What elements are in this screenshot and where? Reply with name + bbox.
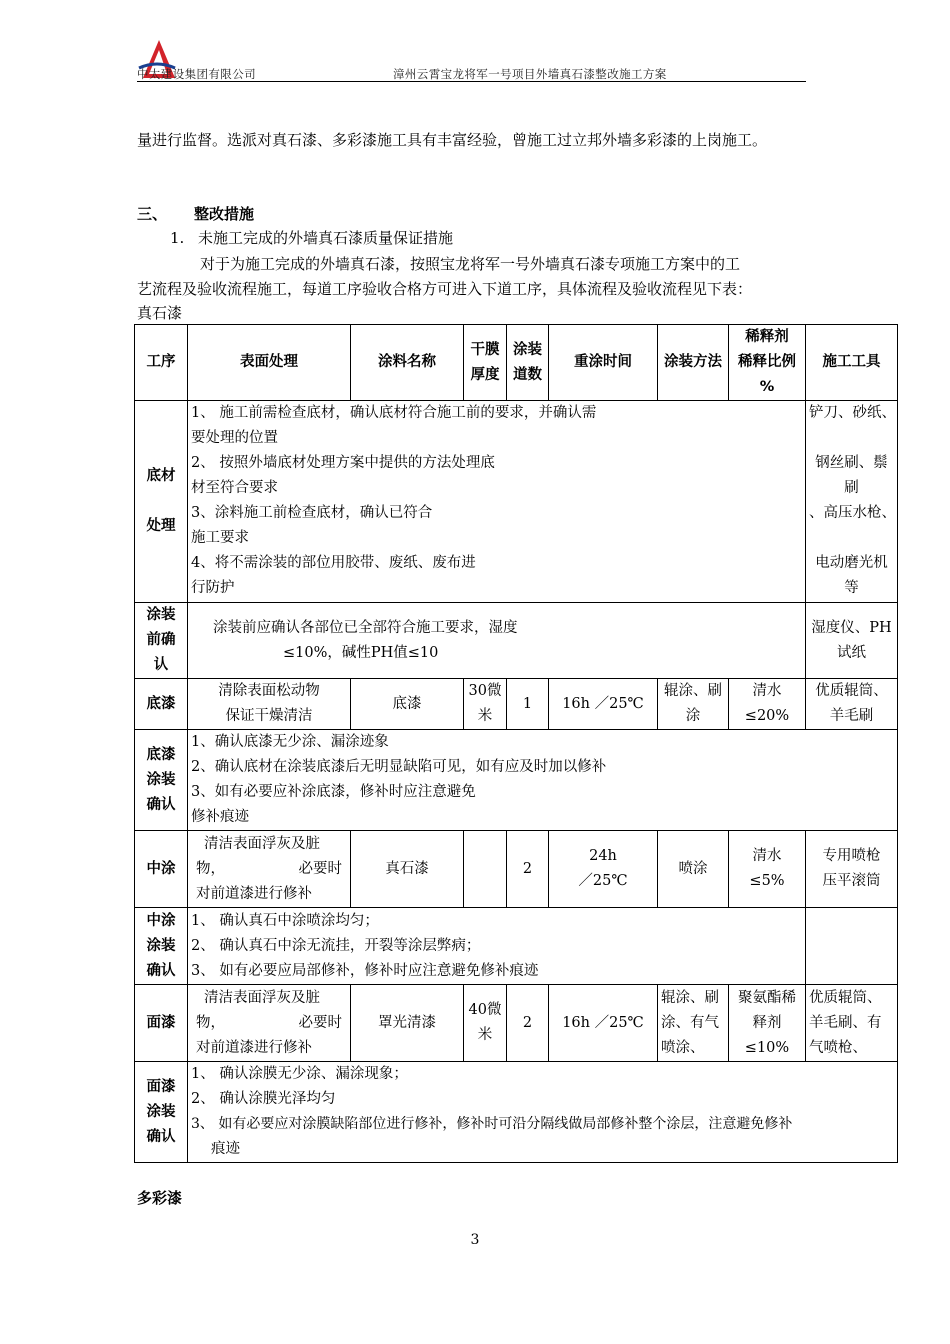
row-primer-confirm [135, 730, 898, 831]
substrate-line: 3、涂料施工前检查底材，确认已符合 [191, 505, 433, 521]
body-paragraph-line1: 对于为施工完成的外墙真石漆，按照宝龙将军一号外墙真石漆专项施工方案中的工 [200, 255, 741, 273]
topcoat-confirm-label: 面漆 涂装 确认 [135, 1062, 188, 1163]
substrate-tool-line: 电动磨光机 [815, 555, 888, 571]
row-topcoat-confirm [135, 1062, 898, 1163]
primer-method: 辊涂、刷 涂 [658, 679, 729, 730]
pre-confirm-tools: 湿度仪、PH 试纸 [806, 603, 898, 679]
section-number: 三、 [137, 205, 168, 223]
primer-confirm-content [188, 730, 898, 831]
primer-confirm-line: 2、确认底材在涂装底漆后无明显缺陷可见，如有应及时加以修补 [191, 759, 607, 775]
substrate-line: 1、 施工前需检查底材，确认底材符合施工前的要求，并确认需 [191, 405, 597, 421]
topcoat-confirm-line: 1、 确认涂膜无少涂、漏涂现象； [191, 1066, 408, 1082]
row-primer [135, 679, 898, 730]
substrate-label-line2: 处理 [146, 518, 176, 534]
midcoat-diluent: 清水 ≤5% [729, 831, 806, 908]
primer-diluent: 清水 ≤20% [729, 679, 806, 730]
item-title: 未施工完成的外墙真石漆质量保证措施 [198, 229, 454, 247]
substrate-label [135, 401, 188, 603]
row-midcoat-confirm [135, 908, 898, 985]
header-tools: 施工工具 [806, 325, 898, 401]
header-recoat: 重涂时间 [549, 325, 658, 401]
midcoat-confirm-label: 中涂 涂装 确认 [135, 908, 188, 985]
primer-recoat: 16h ／25℃ [549, 679, 658, 730]
next-section-heading: 多彩漆 [137, 1189, 183, 1207]
row-topcoat [135, 985, 898, 1062]
primer-label: 底漆 [135, 679, 188, 730]
topcoat-confirm-content [188, 1062, 898, 1163]
row-midcoat [135, 831, 898, 908]
topcoat-label: 面漆 [135, 985, 188, 1062]
topcoat-surface: 清洁表面浮灰及脏 物， 必要时 对前道漆进行修补 [188, 985, 351, 1062]
pre-confirm-label: 涂装 前确 认 [135, 603, 188, 679]
header-coats [507, 325, 549, 401]
topcoat-recoat: 16h ／25℃ [549, 985, 658, 1062]
midcoat-method: 喷涂 [658, 831, 729, 908]
substrate-tool-line: 铲刀、砂纸、 [809, 405, 896, 421]
substrate-line: 材至符合要求 [191, 480, 278, 496]
substrate-line: 要处理的位置 [191, 430, 278, 446]
header-process: 工序 [135, 325, 188, 401]
primer-confirm-line: 3、如有必要应补涂底漆，修补时应注意避免 [191, 784, 476, 800]
substrate-tool-line: 钢丝刷、鬃 [815, 455, 888, 471]
header-diluent-line3: % [759, 379, 775, 395]
header-dry-film [464, 325, 507, 401]
substrate-line: 施工要求 [191, 530, 249, 546]
substrate-line: 4、将不需涂装的部位用胶带、废纸、废布进 [191, 555, 476, 571]
primer-dry: 30微 米 [464, 679, 507, 730]
pre-confirm-line2: ≤10%，碱性PH值≤10 [283, 644, 439, 661]
header-diluent-line2: 稀释比例 [738, 354, 796, 370]
substrate-label-line1: 底材 [146, 468, 176, 484]
pre-confirm-content [188, 603, 806, 679]
body-paragraph-line2: 艺流程及验收流程施工，每道工序验收合格方可进入下道工序，具体流程及验收流程见下表： [137, 280, 753, 298]
substrate-tool-line: 刷 [844, 480, 859, 496]
substrate-tools [806, 401, 898, 603]
process-table [134, 324, 898, 1163]
company-name: 中太建设集团有限公司 [137, 67, 256, 81]
header-paint: 涂料名称 [351, 325, 464, 401]
header-dry-line1: 干膜 [470, 341, 500, 358]
topcoat-confirm-line: 痕迹 [211, 1141, 240, 1157]
row-substrate [135, 401, 898, 603]
intro-paragraph: 量进行监督。选派对真石漆、多彩漆施工具有丰富经验，曾施工过立邦外墙多彩漆的上岗施工。 [137, 131, 768, 149]
midcoat-confirm-line: 3、 如有必要应局部修补，修补时应注意避免修补痕迹 [191, 962, 539, 979]
topcoat-confirm-line: 3、 如有必要应对涂膜缺陷部位进行修补，修补时可沿分隔线做局部修补整个涂层，注意避免修补 [191, 1116, 793, 1132]
substrate-line: 行防护 [191, 580, 235, 596]
header-method: 涂装方法 [658, 325, 729, 401]
table-header-row [135, 325, 898, 401]
header-rule [137, 81, 806, 82]
primer-coats: 1 [507, 679, 549, 730]
topcoat-dry: 40微 米 [464, 985, 507, 1062]
midcoat-coats: 2 [507, 831, 549, 908]
topcoat-method: 辊涂、刷 涂、有气 喷涂、 [658, 985, 729, 1062]
header-coats-line2: 道数 [513, 366, 542, 383]
header-dry-line2: 厚度 [470, 366, 500, 383]
primer-tools: 优质辊筒、 羊毛刷 [806, 679, 898, 730]
primer-confirm-line: 修补痕迹 [191, 809, 249, 825]
midcoat-dry [464, 831, 507, 908]
row-pre-confirm [135, 603, 898, 679]
substrate-tool-line: 、高压水枪、 [809, 505, 896, 521]
table-caption: 真石漆 [137, 304, 183, 322]
header-diluent [729, 325, 806, 401]
section-title: 整改措施 [194, 205, 255, 223]
primer-confirm-line: 1、确认底漆无少涂、漏涂迹象 [191, 734, 389, 750]
midcoat-confirm-content [188, 908, 806, 985]
page-number: 3 [470, 1232, 480, 1248]
primer-paint: 底漆 [351, 679, 464, 730]
header-coats-line1: 涂装 [513, 341, 542, 358]
header-surface: 表面处理 [188, 325, 351, 401]
substrate-line: 2、 按照外墙底材处理方案中提供的方法处理底 [191, 455, 495, 471]
midcoat-confirm-line: 1、 确认真石中涂喷涂均匀； [191, 912, 379, 929]
primer-surface: 清除表面松动物 保证干燥清洁 [188, 679, 351, 730]
midcoat-recoat: 24h ／25℃ [549, 831, 658, 908]
midcoat-label: 中涂 [135, 831, 188, 908]
midcoat-confirm-line: 2、 确认真石中涂无流挂，开裂等涂层弊病； [191, 937, 481, 954]
topcoat-confirm-line: 2、 确认涂膜光泽均匀 [191, 1091, 336, 1107]
topcoat-coats: 2 [507, 985, 549, 1062]
pre-confirm-line1: 涂装前应确认各部位已全部符合施工要求，湿度 [213, 619, 518, 636]
midcoat-tools: 专用喷枪 压平滚筒 [806, 831, 898, 908]
topcoat-diluent: 聚氨酯稀 释剂 ≤10% [729, 985, 806, 1062]
substrate-content [188, 401, 806, 603]
topcoat-paint: 罩光清漆 [351, 985, 464, 1062]
midcoat-paint: 真石漆 [351, 831, 464, 908]
primer-confirm-label: 底漆 涂装 确认 [135, 730, 188, 831]
substrate-tool-line: 等 [844, 580, 859, 596]
item-number: 1. [170, 229, 185, 247]
topcoat-tools: 优质辊筒、 羊毛刷、有 气喷枪、 [806, 985, 898, 1062]
document-title: 漳州云霄宝龙将军一号项目外墙真石漆整改施工方案 [393, 67, 667, 81]
header-diluent-line1: 稀释剂 [745, 329, 789, 345]
midcoat-confirm-tools [806, 908, 898, 985]
midcoat-surface: 清洁表面浮灰及脏 物， 必要时 对前道漆进行修补 [188, 831, 351, 908]
